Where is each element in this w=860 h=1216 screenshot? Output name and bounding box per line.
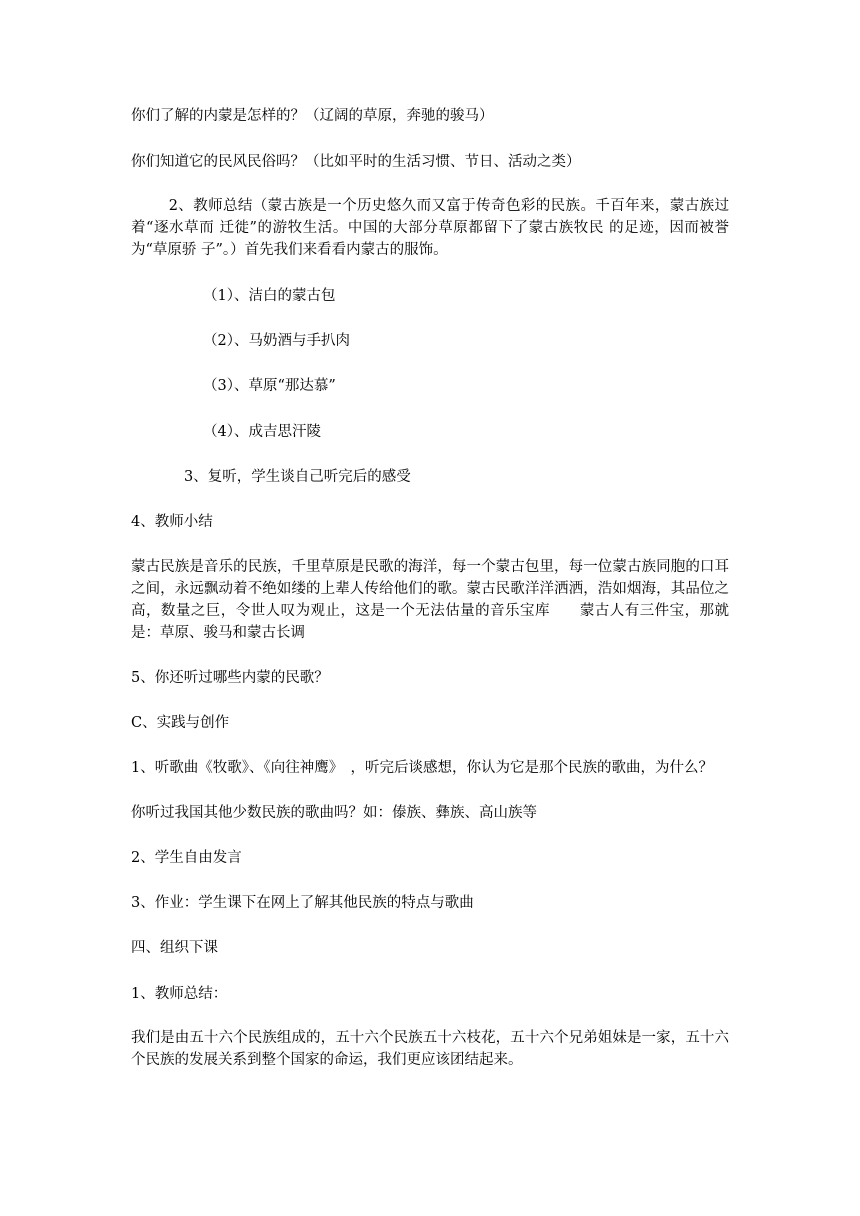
list-item-1: （1）、洁白的蒙古包 <box>203 288 336 304</box>
section-4-heading: 四、组织下课 <box>131 940 218 956</box>
question-inner-mongolia: 你们了解的内蒙是怎样的？（辽阔的草原，奔驰的骏马） <box>131 108 494 124</box>
list-item-4: （4）、成吉思汗陵 <box>203 424 321 440</box>
teacher-final-summary-heading: 1、教师总结： <box>131 986 228 1002</box>
activity-1-listen: 1、听歌曲《牧歌》、《向往神鹰》 ，听完后谈感想，你认为它是那个民族的歌曲，为什么？ <box>131 760 713 776</box>
list-item-3: （3）、草原“那达慕” <box>203 378 336 394</box>
teacher-summary-paragraph: 2、教师总结（蒙古族是一个历史悠久而又富于传奇色彩的民族。千百年来，蒙古族过着“逐水草而 迁徙”的游牧生活。中国的大部分草原都留下了蒙古族牧民 的足迹，因而被誉为“草原骄 子”。）首先我们来看看内蒙古的服饰。 <box>131 198 729 258</box>
step-5-question: 5、你还听过哪些内蒙的民歌？ <box>131 670 329 686</box>
question-customs: 你们知道它的民风民俗吗？（比如平时的生活习惯、节日、活动之类） <box>131 154 581 170</box>
closing-paragraph: 我们是由五十六个民族组成的，五十六个民族五十六枝花，五十六个兄弟姐妹是一家，五十六个民族的发展关系到整个国家的命运，我们更应该团结起来。 <box>131 1030 729 1068</box>
activity-2-discussion: 2、学生自由发言 <box>131 850 242 866</box>
minority-songs-question: 你听过我国其他少数民族的歌曲吗？如：傣族、彝族、高山族等 <box>131 805 537 821</box>
list-item-2: （2）、马奶酒与手扒肉 <box>203 333 350 349</box>
activity-3-homework: 3、作业：学生课下在网上了解其他民族的特点与歌曲 <box>131 895 474 911</box>
mongolian-music-paragraph: 蒙古民族是音乐的民族，千里草原是民歌的海洋，每一个蒙古包里，每一位蒙古族同胞的口耳之间，永远飘动着不绝如缕的上辈人传给他们的歌。蒙古民歌洋洋洒洒，浩如烟海，其品位之高，数量之巨，令世人叹为观止，这是一个无法估量的音乐宝库 蒙古人有三件宝，那就是：草原、骏马和蒙古长调 <box>131 559 729 641</box>
section-c-heading: C、实践与创作 <box>131 715 230 731</box>
step-3-listen-again: 3、复听，学生谈自己听完后的感受 <box>184 469 411 485</box>
step-4-heading: 4、教师小结 <box>131 514 213 530</box>
